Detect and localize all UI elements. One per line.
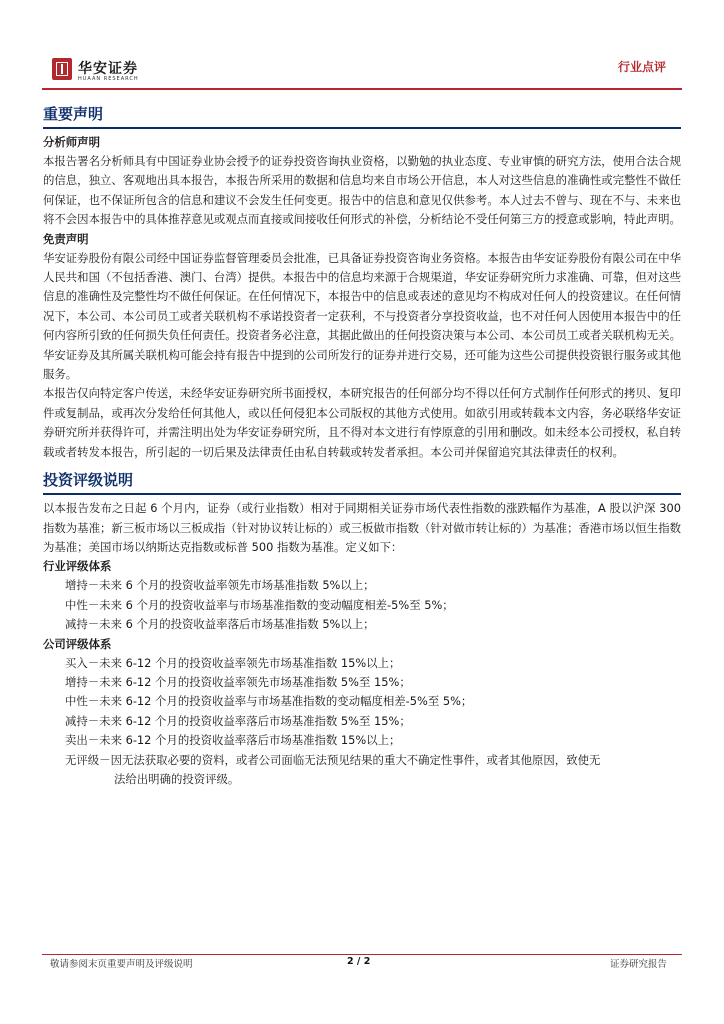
rating-intro: 以本报告发布之日起 6 个月内，证券（或行业指数）相对于同期相关证券市场代表性指数的涨跌幅作为基准，A 股以沪深 300 指数为基准；新三板市场以三板成指（针对协议转让标的）或三板做市指数（针对做市转让标的）为基准；香港市场以恒生指数为基准；美国市场以纳斯达克指数或标普 500 指数为基准。定义如下： [43,501,681,554]
brand-logo-icon [52,58,72,80]
industry-rating-item: 中性－未来 6 个月的投资收益率与市场基准指数的变动幅度相差-5%至 5%； [65,597,454,612]
footer-note: 敬请参阅末页重要声明及评级说明 [50,959,193,970]
company-rating-item: 增持－未来 6-12 个月的投资收益率领先市场基准指数 5%至 15%； [65,674,411,689]
brand-subtitle: HUAAN RESEARCH [78,76,139,82]
industry-rating-heading: 行业评级体系 [43,559,112,574]
exemption-heading: 免责声明 [43,231,89,246]
brand-name: 华安证券 [78,61,138,77]
no-rating-line-2: 法给出明确的投资评级。 [114,771,240,786]
header-divider [42,88,682,90]
page-number: 2 / 2 [347,956,371,967]
company-rating-item: 买入－未来 6-12 个月的投资收益率领先市场基准指数 15%以上； [65,655,401,670]
section-title-disclaimer: 重要声明 [43,105,104,123]
no-rating-item [43,751,681,790]
no-rating-line-1: 无评级－因无法获取必要的资料，或者公司面临无法预见结果的重大不确定性事件，或者其他原因，致使无 [65,752,601,767]
industry-rating-item: 增持－未来 6 个月的投资收益率领先市场基准指数 5%以上； [65,578,375,593]
exemption-text-1: 华安证券股份有限公司经中国证券监督管理委员会批准，已具备证券投资咨询业务资格。本报告由华安证券股份有限公司在中华人民共和国（不包括香港、澳门、台湾）提供。本报告中的信息均来源于合规渠道，华安证券研究所力求准确、可靠，但对这些信息的准确性及完整性均不做任何保证。在任何情况下，本报告中的信息或表述的意见均不构成对任何人的投资建议。在任何情况下，本公司、本公司员工或者关联机构不承诺投资者一定获利，不与投资者分享投资收益，也不对任何人因使用本报告中的任何内容所引致的任何损失负任何责任。投资者务必注意，其据此做出的任何投资决策与本公司、本公司员工或者关联机构无关。华安证券及其所属关联机构可能会持有报告中提到的公司所发行的证券并进行交易，还可能为这些公司提供投资银行服务或其他服务。 [43,250,681,382]
footer-divider [42,954,682,955]
analyst-statement-heading: 分析师声明 [43,135,100,149]
page-header [0,0,724,92]
section-divider [43,127,681,129]
section-divider [43,493,681,495]
footer-label: 证券研究报告 [609,959,667,970]
analyst-statement-text: 本报告署名分析师具有中国证券业协会授予的证券投资咨询执业资格，以勤勉的执业态度、专业审慎的研究方法，使用合法合规的信息，独立、客观地出具本报告，本报告所采用的数据和信息均来自市场公开信息，本人对这些信息的准确性或完整性不做任何保证，也不保证所包含的信息和建议不会发生任何变更。报告中的信息和意见仅供参考。本人过去不曾与、现在不与、未来也将不会因本报告中的具体推荐意见或观点而直接或间接收任何形式的补偿，分析结论不受任何第三方的授意或影响，特此声明。 [43,154,681,227]
exemption-text-2: 本报告仅向特定客户传送，未经华安证券研究所书面授权，本研究报告的任何部分均不得以任何方式制作任何形式的拷贝、复印件或复制品，或再次分发给任何其他人，或以任何侵犯本公司版权的其他方式使用。如欲引用或转载本文内容，务必联络华安证券研究所并获得许可，并需注明出处为华安证券研究所，且不得对本文进行有悖原意的引用和删改。如未经本公司授权，私自转载或者转发本报告，所引起的一切后果及法律责任由私自转载或转发者承担。本公司并保留追究其法律责任的权利。 [43,386,681,459]
document-body [43,104,681,789]
company-rating-item: 中性－未来 6-12 个月的投资收益率与市场基准指数的变动幅度相差-5%至 5%； [65,694,473,709]
company-rating-item: 卖出－未来 6-12 个月的投资收益率落后市场基准指数 15%以上； [65,733,401,748]
industry-rating-item: 减持－未来 6 个月的投资收益率落后市场基准指数 5%以上； [65,617,375,632]
report-type: 行业点评 [617,60,666,74]
company-rating-item: 减持－未来 6-12 个月的投资收益率落后市场基准指数 5%至 15%； [65,713,411,728]
company-rating-heading: 公司评级体系 [43,636,112,651]
section-title-rating: 投资评级说明 [43,471,134,490]
